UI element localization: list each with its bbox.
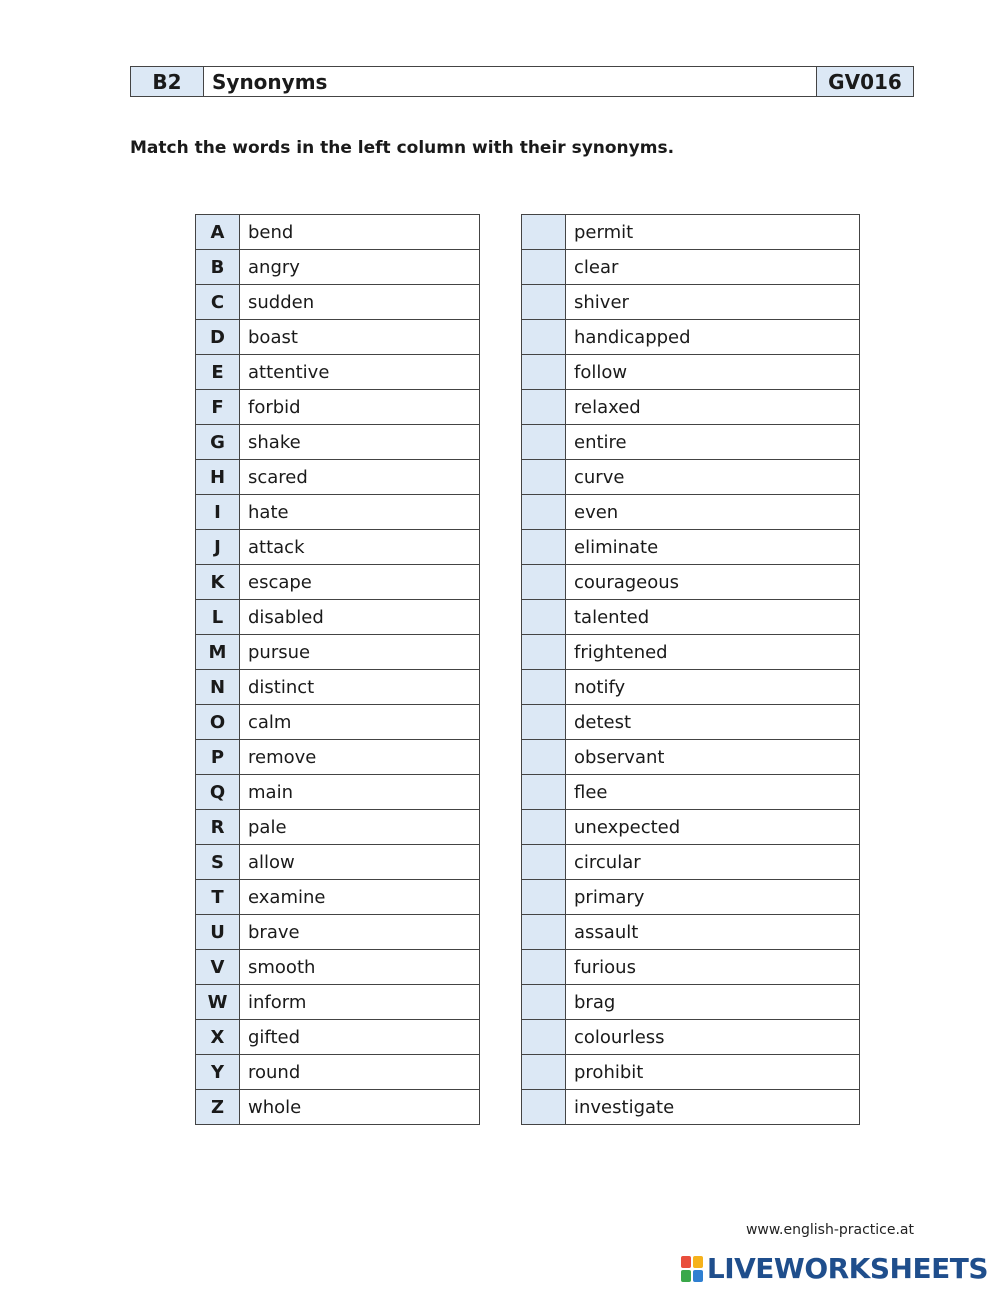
- word-row: [196, 250, 480, 285]
- word-letter: S: [196, 845, 240, 880]
- word-cell: whole: [240, 1090, 480, 1125]
- word-cell: attentive: [240, 355, 480, 390]
- synonym-row: [522, 425, 860, 460]
- word-row: [196, 320, 480, 355]
- answer-input-box[interactable]: [522, 1020, 566, 1055]
- synonym-row: [522, 915, 860, 950]
- word-letter: H: [196, 460, 240, 495]
- instruction-text: Match the words in the left column with their synonyms.: [130, 138, 675, 158]
- synonym-row: [522, 705, 860, 740]
- word-letter: I: [196, 495, 240, 530]
- synonym-row: [522, 390, 860, 425]
- answer-input-box[interactable]: [522, 215, 566, 250]
- word-letter: L: [196, 600, 240, 635]
- answer-input-box[interactable]: [522, 740, 566, 775]
- answer-input-box[interactable]: [522, 1055, 566, 1090]
- word-letter: X: [196, 1020, 240, 1055]
- word-cell: gifted: [240, 1020, 480, 1055]
- worksheet-header: [130, 66, 914, 97]
- word-letter: D: [196, 320, 240, 355]
- word-cell: pursue: [240, 635, 480, 670]
- word-cell: bend: [240, 215, 480, 250]
- synonym-row: [522, 635, 860, 670]
- synonym-row: [522, 530, 860, 565]
- word-row: [196, 775, 480, 810]
- word-cell: sudden: [240, 285, 480, 320]
- word-cell: attack: [240, 530, 480, 565]
- word-row: [196, 880, 480, 915]
- word-letter: K: [196, 565, 240, 600]
- word-row: [196, 285, 480, 320]
- synonym-cell: shiver: [566, 285, 860, 320]
- answer-input-box[interactable]: [522, 985, 566, 1020]
- word-row: [196, 215, 480, 250]
- answer-input-box[interactable]: [522, 1090, 566, 1125]
- worksheet-title: Synonyms: [212, 69, 328, 94]
- word-row: [196, 985, 480, 1020]
- answer-input-box[interactable]: [522, 810, 566, 845]
- word-letter: T: [196, 880, 240, 915]
- synonym-row: [522, 1090, 860, 1125]
- synonym-cell: circular: [566, 845, 860, 880]
- synonym-cell: notify: [566, 670, 860, 705]
- synonym-cell: flee: [566, 775, 860, 810]
- word-row: [196, 1055, 480, 1090]
- word-cell: allow: [240, 845, 480, 880]
- answer-input-box[interactable]: [522, 390, 566, 425]
- synonym-list-table: [521, 214, 860, 1125]
- synonym-cell: frightened: [566, 635, 860, 670]
- synonym-row: [522, 355, 860, 390]
- synonym-cell: furious: [566, 950, 860, 985]
- synonym-cell: unexpected: [566, 810, 860, 845]
- synonym-row: [522, 880, 860, 915]
- word-row: [196, 390, 480, 425]
- word-letter: Y: [196, 1055, 240, 1090]
- synonym-row: [522, 1020, 860, 1055]
- synonym-row: [522, 740, 860, 775]
- word-row: [196, 1020, 480, 1055]
- answer-input-box[interactable]: [522, 355, 566, 390]
- word-letter: G: [196, 425, 240, 460]
- level-badge: B2: [131, 67, 204, 96]
- answer-input-box[interactable]: [522, 250, 566, 285]
- synonym-cell: follow: [566, 355, 860, 390]
- word-cell: calm: [240, 705, 480, 740]
- liveworksheets-logo-icon: [681, 1256, 703, 1282]
- word-cell: brave: [240, 915, 480, 950]
- word-row: [196, 600, 480, 635]
- word-cell: disabled: [240, 600, 480, 635]
- word-cell: shake: [240, 425, 480, 460]
- word-cell: scared: [240, 460, 480, 495]
- word-cell: inform: [240, 985, 480, 1020]
- word-list-table: [195, 214, 480, 1125]
- synonym-row: [522, 670, 860, 705]
- synonym-cell: primary: [566, 880, 860, 915]
- word-row: [196, 670, 480, 705]
- word-letter: M: [196, 635, 240, 670]
- word-cell: hate: [240, 495, 480, 530]
- word-cell: remove: [240, 740, 480, 775]
- word-cell: examine: [240, 880, 480, 915]
- synonym-row: [522, 1055, 860, 1090]
- synonym-cell: handicapped: [566, 320, 860, 355]
- synonym-cell: entire: [566, 425, 860, 460]
- answer-input-box[interactable]: [522, 950, 566, 985]
- word-letter: R: [196, 810, 240, 845]
- synonym-cell: courageous: [566, 565, 860, 600]
- word-row: [196, 705, 480, 740]
- worksheet-code: GV016: [816, 67, 913, 96]
- word-row: [196, 355, 480, 390]
- word-letter: O: [196, 705, 240, 740]
- synonym-cell: even: [566, 495, 860, 530]
- synonym-row: [522, 950, 860, 985]
- synonym-row: [522, 215, 860, 250]
- answer-input-box[interactable]: [522, 285, 566, 320]
- word-letter: B: [196, 250, 240, 285]
- synonym-cell: curve: [566, 460, 860, 495]
- answer-input-box[interactable]: [522, 635, 566, 670]
- synonym-cell: colourless: [566, 1020, 860, 1055]
- word-letter: F: [196, 390, 240, 425]
- synonym-cell: brag: [566, 985, 860, 1020]
- word-letter: P: [196, 740, 240, 775]
- word-row: [196, 740, 480, 775]
- synonym-row: [522, 600, 860, 635]
- word-cell: angry: [240, 250, 480, 285]
- word-row: [196, 565, 480, 600]
- word-row: [196, 845, 480, 880]
- answer-input-box[interactable]: [522, 845, 566, 880]
- word-cell: main: [240, 775, 480, 810]
- synonym-row: [522, 565, 860, 600]
- word-letter: U: [196, 915, 240, 950]
- word-letter: A: [196, 215, 240, 250]
- synonym-cell: relaxed: [566, 390, 860, 425]
- word-letter: Q: [196, 775, 240, 810]
- word-cell: forbid: [240, 390, 480, 425]
- word-cell: smooth: [240, 950, 480, 985]
- synonym-row: [522, 495, 860, 530]
- liveworksheets-brand: LIVEWORKSHEETS: [706, 1252, 988, 1285]
- word-row: [196, 495, 480, 530]
- word-cell: boast: [240, 320, 480, 355]
- answer-input-box[interactable]: [522, 600, 566, 635]
- word-row: [196, 425, 480, 460]
- word-row: [196, 530, 480, 565]
- word-letter: E: [196, 355, 240, 390]
- synonym-cell: eliminate: [566, 530, 860, 565]
- synonym-cell: investigate: [566, 1090, 860, 1125]
- word-row: [196, 915, 480, 950]
- answer-input-box[interactable]: [522, 880, 566, 915]
- word-letter: C: [196, 285, 240, 320]
- answer-input-box[interactable]: [522, 425, 566, 460]
- word-letter: Z: [196, 1090, 240, 1125]
- word-cell: distinct: [240, 670, 480, 705]
- word-row: [196, 460, 480, 495]
- synonym-cell: observant: [566, 740, 860, 775]
- word-letter: V: [196, 950, 240, 985]
- synonym-row: [522, 810, 860, 845]
- word-letter: W: [196, 985, 240, 1020]
- synonym-cell: detest: [566, 705, 860, 740]
- source-url[interactable]: www.english-practice.at: [745, 1222, 914, 1238]
- answer-input-box[interactable]: [522, 495, 566, 530]
- synonym-row: [522, 250, 860, 285]
- synonym-cell: assault: [566, 915, 860, 950]
- synonym-cell: permit: [566, 215, 860, 250]
- word-row: [196, 1090, 480, 1125]
- liveworksheets-logo: [681, 1252, 988, 1285]
- word-cell: round: [240, 1055, 480, 1090]
- word-letter: N: [196, 670, 240, 705]
- word-letter: J: [196, 530, 240, 565]
- answer-input-box[interactable]: [522, 775, 566, 810]
- synonym-cell: clear: [566, 250, 860, 285]
- synonym-row: [522, 320, 860, 355]
- synonym-row: [522, 845, 860, 880]
- synonym-row: [522, 460, 860, 495]
- answer-input-box[interactable]: [522, 705, 566, 740]
- answer-input-box[interactable]: [522, 565, 566, 600]
- synonym-cell: prohibit: [566, 1055, 860, 1090]
- word-cell: pale: [240, 810, 480, 845]
- answer-input-box[interactable]: [522, 460, 566, 495]
- synonym-row: [522, 985, 860, 1020]
- answer-input-box[interactable]: [522, 915, 566, 950]
- word-row: [196, 810, 480, 845]
- word-row: [196, 635, 480, 670]
- synonym-cell: talented: [566, 600, 860, 635]
- synonym-row: [522, 285, 860, 320]
- answer-input-box[interactable]: [522, 670, 566, 705]
- word-cell: escape: [240, 565, 480, 600]
- word-row: [196, 950, 480, 985]
- answer-input-box[interactable]: [522, 530, 566, 565]
- answer-input-box[interactable]: [522, 320, 566, 355]
- synonym-row: [522, 775, 860, 810]
